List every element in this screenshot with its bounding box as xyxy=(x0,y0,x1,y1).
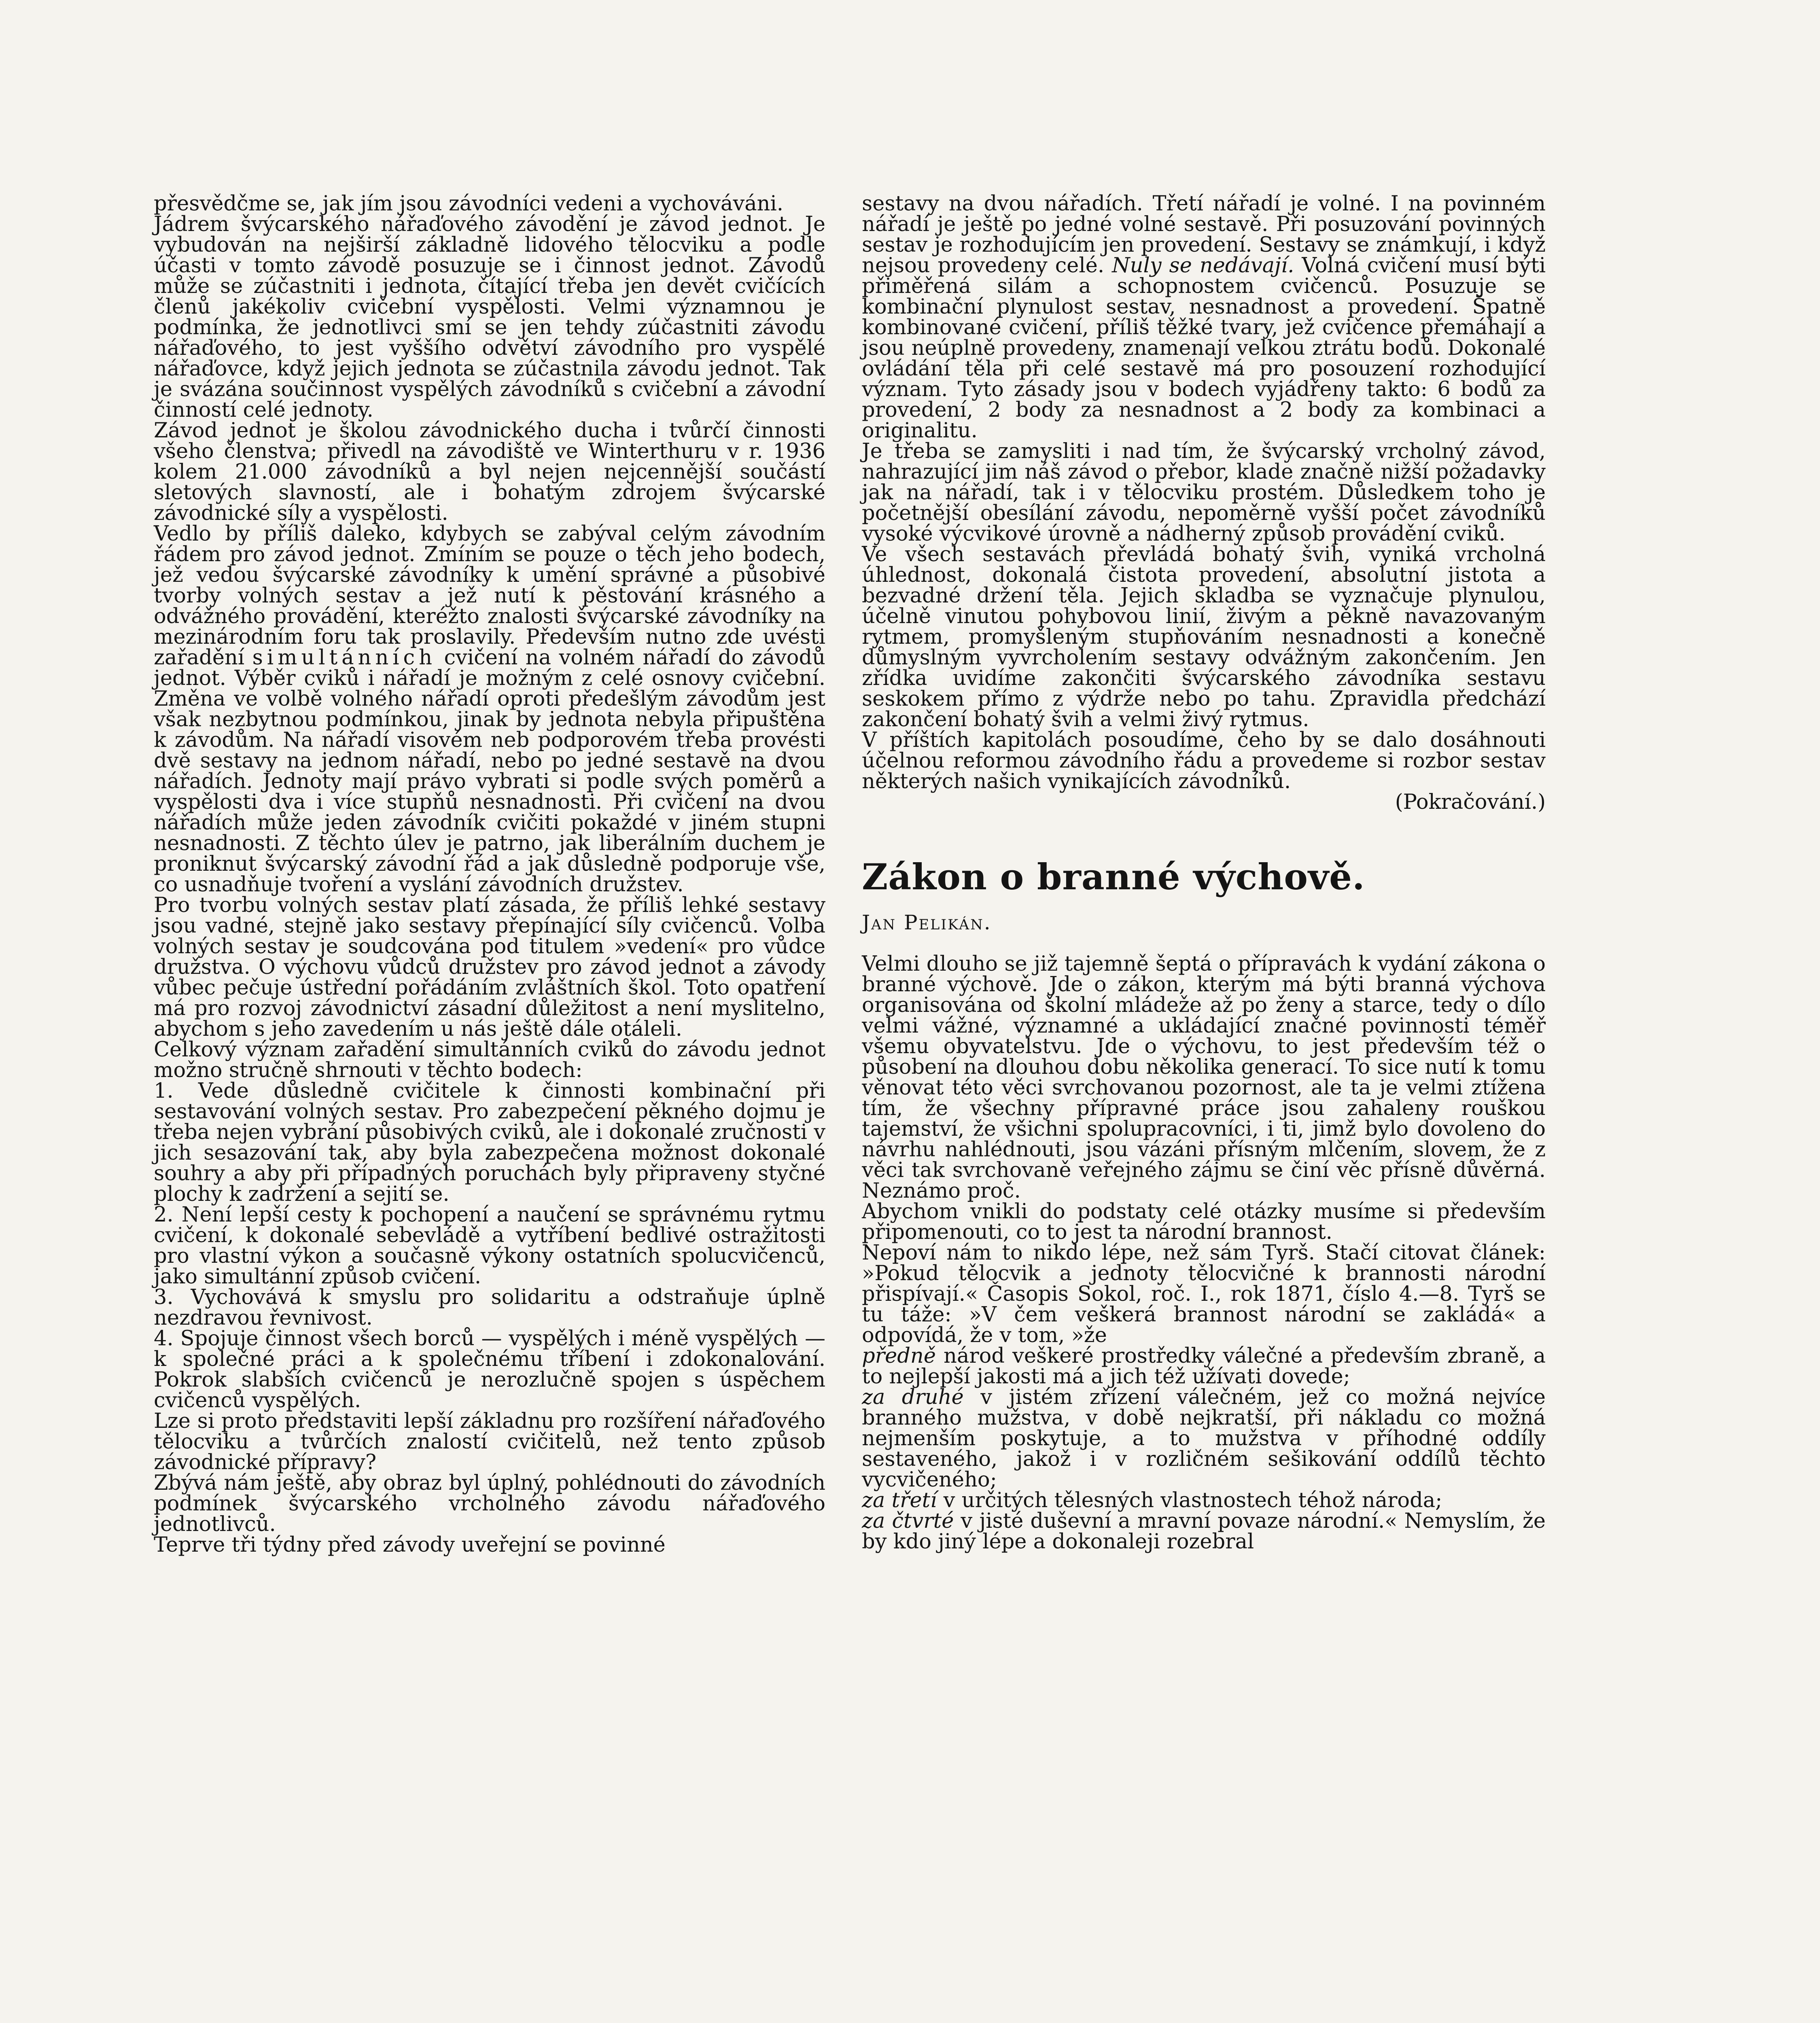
enumeration-key: za čtvrté xyxy=(862,1509,954,1533)
paragraph xyxy=(154,524,825,895)
paragraph: Pro tvorbu volných sestav platí zásada, že příliš lehké sestavy jsou vadné, stejně jako sestavy přepínající síly cvičenců. Volba volných sestav je soudcována pod titulem »vedení« pro vůdce družstva. O výchovu vůdců družstev pro závod jednot a závody vůbec pečuje ústřední pořádáním zvláštních škol. Toto opatření má pro rozvoj závodnictví zásadní důležitost a není myslitelno, abychom s jeho zavedením u nás ještě dále otáleli. xyxy=(154,893,825,1041)
enumeration-text: v jisté duševní a mravní povaze národní.« Nemyslím, že by kdo jiný lépe a dokonaleji rozebral xyxy=(862,1509,1546,1554)
enumeration-item xyxy=(862,1346,1546,1387)
list-item: 4. Spojuje činnost všech borců — vyspělých i méně vyspělých — k společné práci a k společnému tříbení i zdokonalování. Pokrok slabších cvičenců je nerozlučně spojen s úspěchem cvičenců vyspělých. xyxy=(154,1327,825,1412)
paragraph: Nepoví nám to nikdo lépe, než sám Tyrš. Stačí citovat článek: »Pokud tělocvik a jednoty tělocvičné k brannosti národní přispívají.« Časopis Sokol, roč. I., rok 1871, číslo 4.—8. Tyrš se tu táže: »V čem veškerá brannost národní se zakládá« a odpovídá, že v tom, »že xyxy=(862,1241,1546,1347)
paragraph: Lze si proto představiti lepší základnu pro rozšíření nářaďového tělocviku a tvůrčích znalostí cvičitelů, než tento způsob závodnické přípravy? xyxy=(154,1409,825,1474)
text-run: Volná cvičení musí býti přiměřená silám a schopnostem cvičenců. Posuzuje se kombinační plynulost sestav, nesnadnost a provedení. Špatně kombinované cvičení, příliš těžké tvary, jež cvičence přemáhají a jsou neúplně provedeny, znamenají velkou ztrátu bodů. Dokonalé ovládání těla při celé sestavě má pro posouzení rozhodující význam. Tyto zásady jsou v bodech vyjádřeny takto: 6 bodů za provedení, 2 body za nesnadnost a 2 body za kombinaci a originalitu. xyxy=(862,254,1546,443)
enumeration-item xyxy=(862,1387,1546,1490)
paragraph: Je třeba se zamysliti i nad tím, že švýcarský vrcholný závod, nahrazující jim náš závod o přebor, klade značně nižší požadavky jak na nářadí, tak i v tělocviku prostém. Důsledkem toho je početnější obesílání závodu, nepoměrně vyšší počet závodníků vysoké výcvikové úrovně a nádherný způsob provádění cviků. xyxy=(862,439,1546,546)
paragraph: Zbývá nám ještě, aby obraz byl úplný, pohlédnouti do závodních podmínek švýcarského vrcholného závodu nářaďového jednotlivců. xyxy=(154,1471,825,1536)
list-item: 1. Vede důsledně cvičitele k činnosti kombinační při sestavování volných sestav. Pro zabezpečení pěkného dojmu je třeba nejen vybrání působivých cviků, ale i dokonalé zručnosti v jich sesazování tak, aby byla zabezpečena možnost dokonalé souhry a aby při případných poruchách byly připraveny styčné plochy k zadržení a sejití se. xyxy=(154,1079,826,1206)
spaced-word: simultánních xyxy=(252,646,436,670)
paragraph xyxy=(862,193,1546,441)
article-author: Jan Pelikán. xyxy=(862,911,992,934)
text-run: Vedlo by příliš daleko, kdybych se zabýval celým závodním řádem pro závod jednot. Zmíním se pouze o těch jeho bodech, jež vedou švýcarské závodníky k umění správné a působivé tvorby volných sestav a jež nutí k pěstování krásného a odvážného provádění, kteréžto znalosti švýcarské závodníky na mezinárodním foru tak proslavily. Především nutno zde uvésti zařadění xyxy=(154,522,825,670)
paragraph: Ve všech sestavách převládá bohatý švih, vyniká vrcholná úhlednost, dokonalá čistota provedení, absolutní jistota a bezvadné držení těla. Jejich skladba se vyznačuje plynulou, účelně vinutou pohybovou linií, živým a pěkně navazovaným rytmem, promyšleným stupňováním nesnadnosti a konečně důmyslným vyvrcholením sestavy odvážným zakončením. Jen zřídka uvidíme zakončiti švýcarského závodníka sestavu seskokem přímo z výdrže nebo po tahu. Zpravidla předchází zakončení bohatý švih a velmi živý rytmus. xyxy=(862,543,1546,732)
list-item: 3. Vychovává k smyslu pro solidaritu a odstraňuje úplně nezdravou řevnivost. xyxy=(154,1285,825,1330)
text-run: sestavy na dvou nářadích. Třetí nářadí je volné. I na povinném nářadí je ještě po jedné volné sestavě. Při posuzování povinných sestav je rozhodujícím jen provedení. Sestavy se známkují, i když nejsou provedeny celé. xyxy=(862,192,1546,278)
paragraph: přesvědčme se, jak jím jsou závodníci vedeni a vychováváni. xyxy=(154,192,783,216)
enumeration-item xyxy=(862,1490,1546,1511)
enumeration-key: za třetí xyxy=(862,1489,937,1512)
right-column xyxy=(862,193,1546,1552)
enumeration-key: za druhé xyxy=(862,1385,964,1409)
paragraph: Celkový význam zařadění simultánních cviků do závodu jednot možno stručně shrnouti v těchto bodech: xyxy=(154,1038,825,1082)
text-run: cvičení na volném nářadí do závodů jednot. Výběr cviků i nářadí je možným z celé osnovy cvičební. Změna ve volbě volného nářadí oproti předešlým závodům jest však nezbytnou podmínkou, jinak by jednota nebyla připuštěna k závodům. Na nářadí visovém neb podporovém třeba provésti dvě sestavy na jednom nářadí, nebo po jedné sestavě na dvou nářadích. Jednoty mají právo vybrati si podle svých poměrů a vyspělosti dva i více stupňů nesnadnosti. Při cvičení na dvou nářadích může jeden závodník cvičiti pokaždé v jiném stupni nesnadnosti. Z těchto úlev je patrno, jak liberálním duchem je proniknut švýcarský závodní řád a jak důsledně podporuje vše, co usnadňuje tvoření a vyslání závodních družstev. xyxy=(154,646,825,897)
continued-note: (Pokračování.) xyxy=(1395,790,1546,814)
article-title: Zákon o branné výchově. xyxy=(862,856,1365,898)
paragraph: Velmi dlouho se již tajemně šeptá o přípravách k vydání zákona o branné výchově. Jde o zákon, kterým má býti branná výchova organisována od školní mládeže až po ženy a starce, tedy o dílo velmi vážné, významné a ukládající značné povinnosti téměř všemu obyvatelstvu. Jde o výchovu, to jest především též o působení na dlouhou dobu několika generací. To sice nutí k tomu věnovat této věci svrchovanou pozornost, ale ta je velmi ztížena tím, že všechny přípravné práce jsou zahaleny rouškou tajemství, že všichni spolupracovníci, i ti, jimž bylo dovoleno do návrhu nahlédnouti, jsou vázáni přísným mlčením, slovem, že z věci tak svrchovaně veřejného zájmu se činí věc přísně důvěrná. Neznámo proč. xyxy=(862,952,1546,1203)
paragraph: Jádrem švýcarského nářaďového závodění je závod jednot. Je vybudován na nejširší základně lidového tělocviku a podle účasti v tomto závodě posuzuje se i činnost jednot. Závodů může se zúčastniti i jednota, čítající třeba jen devět cvičících členů jakékoliv cvičební vyspělosti. Velmi významnou je podmínka, že jednotlivci smí se jen tehdy zúčastniti závodu nářaďového, to jest vyššího odvětví závodního pro vyspělé nářaďovce, když jejich jednota se zúčastnila závodu jednot. Tak je svázána součinnost vyspělých závodníků s cvičební a závodní činností celé jednoty. xyxy=(154,212,825,422)
paragraph: V příštích kapitolách posoudíme, čeho by se dalo dosáhnouti účelnou reformou závodního řádu a provedeme si rozbor sestav některých našich vynikajících závodníků. xyxy=(862,728,1546,793)
list-item: 2. Není lepší cesty k pochopení a naučení se správnému rytmu cvičení, k dokonalé sebevládě a vytříbení bedlivé ostražitosti pro vlastní výkon a současně výkony ostatních spolucvičenců, jako simultánní způsob cvičení. xyxy=(154,1203,825,1289)
enumeration-item xyxy=(862,1511,1546,1552)
left-column xyxy=(154,193,825,1555)
paragraph: Teprve tři týdny před závody uveřejní se povinné xyxy=(154,1533,666,1557)
emphasis-text: Nuly se nedávají. xyxy=(1112,254,1294,278)
enumeration-key: předně xyxy=(862,1344,936,1368)
paragraph: Abychom vnikli do podstaty celé otázky musíme si především připomenouti, co to jest ta národní brannost. xyxy=(862,1200,1546,1244)
enumeration-text: v jistém zřízení válečném, jež co možná nejvíce branného mužstva, v době nejkratší, při nákladu co možná nejmenším poskytuje, a to mužstva v příhodné oddíly sestaveného, jakož i v rozličném sešikování oddílů těchto vycvičeného; xyxy=(862,1385,1546,1492)
enumeration-text: národ veškeré prostředky válečné a především zbraně, a to nejlepší jakosti má a jich též užívati dovede; xyxy=(862,1344,1546,1389)
enumeration-text: v určitých tělesných vlastnostech téhož národa; xyxy=(937,1489,1442,1512)
paragraph: Závod jednot je školou závodnického ducha i tvůrčí činnosti všeho členstva; přivedl na závodiště ve Winterthuru v r. 1936 kolem 21.000 závodníků a byl nejen nejcennější součástí sletových slavností, ale i bohatým zdrojem švýcarské závodnické síly a vyspělosti. xyxy=(154,419,825,525)
